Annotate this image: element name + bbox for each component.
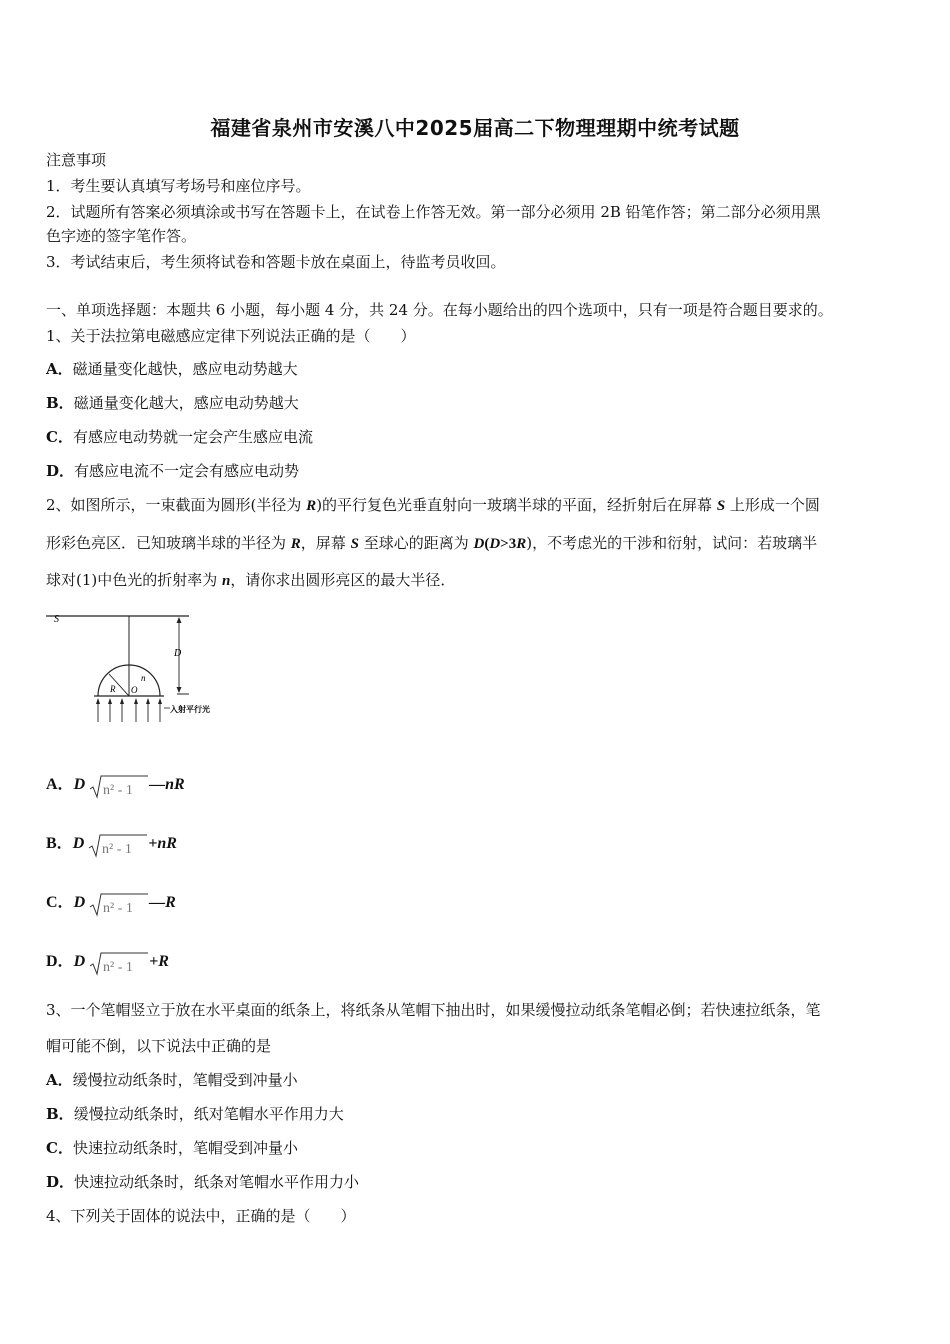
question-1-option-c xyxy=(46,427,916,447)
option-text: 有感应电流不一定会有感应电动势 xyxy=(74,462,300,480)
option-label: B． xyxy=(46,394,74,412)
option-label: C． xyxy=(46,1139,73,1157)
question-2-option-a xyxy=(46,770,916,800)
question-1-option-d xyxy=(46,461,916,481)
option-label: C． xyxy=(46,894,74,911)
var-r: R xyxy=(306,498,317,514)
option-tail: +R xyxy=(149,953,169,970)
sqrt-expression xyxy=(89,947,149,977)
option-label: C． xyxy=(46,428,73,446)
question-2-stem-line-3 xyxy=(46,570,916,591)
stem-text: 球对(1)中色光的折射率为 xyxy=(46,571,223,589)
stem-text: ，请你求出圆形亮区的最大半径． xyxy=(230,571,456,589)
var-d: D xyxy=(73,894,86,911)
question-1-option-b xyxy=(46,393,916,413)
option-label: A． xyxy=(46,360,73,378)
ray-arrowheads xyxy=(96,698,162,704)
notice-item-1: 1．考生要认真填写考场号和座位序号。 xyxy=(46,177,311,195)
option-label: A． xyxy=(46,776,74,793)
question-3-stem-line-2: 帽可能不倒，以下说法中正确的是 xyxy=(46,1037,272,1055)
radicand: n² - 1 xyxy=(103,901,133,917)
option-text: 磁通量变化越快，感应电动势越大 xyxy=(72,360,298,378)
page-title: 福建省泉州市安溪八中2025届高二下物理理期中统考试题 xyxy=(210,116,740,140)
dim-arrow-bottom xyxy=(177,687,182,693)
hemisphere-diagram xyxy=(44,604,244,734)
gt-three: >3 xyxy=(500,536,517,552)
var-d: D xyxy=(489,536,501,552)
var-d: D xyxy=(473,536,485,552)
stem-text: 2、如图所示，一束截面为圆形(半径为 xyxy=(46,496,307,514)
stem-text: )的平行复色光垂直射向一玻璃半球的平面，经折射后在屏幕 xyxy=(316,496,717,514)
question-3-option-a xyxy=(46,1070,916,1090)
sqrt-expression xyxy=(89,888,149,918)
notice-item-2-line-1: 2．试题所有答案必须填涂或书写在答题卡上，在试卷上作答无效。第一部分必须用 2B 铅笔作答；第二部分必须用黑 xyxy=(46,203,821,221)
question-3-option-b xyxy=(46,1104,916,1124)
var-d: D xyxy=(72,835,85,852)
radicand: n² - 1 xyxy=(102,842,133,858)
light-label: 入射平行光 xyxy=(170,705,210,714)
var-d: D xyxy=(73,776,86,793)
var-s: S xyxy=(716,498,726,514)
var-s: S xyxy=(350,536,359,552)
var-n: n xyxy=(222,573,231,589)
section-heading: 一、单项选择题：本题共 6 小题，每小题 4 分，共 24 分。在每小题给出的四个选项中，只有一项是符合题目要求的。 xyxy=(46,301,833,319)
index-label: n xyxy=(141,673,146,683)
option-label: A． xyxy=(46,1071,73,1089)
option-text: 快速拉动纸条时，笔帽受到冲量小 xyxy=(72,1139,298,1157)
question-2-option-b xyxy=(46,829,916,859)
var-d: D xyxy=(73,953,86,970)
notice-heading: 注意事项 xyxy=(46,151,107,169)
ray-arrow xyxy=(146,698,150,704)
question-1-stem: 1、关于法拉第电磁感应定律下列说法正确的是（ ） xyxy=(46,327,416,345)
stem-text: ，屏幕 xyxy=(300,534,351,552)
option-text: 快速拉动纸条时，纸条对笔帽水平作用力小 xyxy=(74,1173,360,1191)
screen-label: S xyxy=(54,614,59,625)
question-3-option-d xyxy=(46,1172,916,1192)
option-label: B． xyxy=(46,1105,74,1123)
var-r: R xyxy=(516,536,527,552)
ray-arrow xyxy=(158,698,162,704)
var-r: R xyxy=(290,536,301,552)
stem-text: 至球心的距离为 xyxy=(358,534,474,552)
stem-text: 上形成一个圆 xyxy=(725,496,820,514)
option-text: 缓慢拉动纸条时，纸对笔帽水平作用力大 xyxy=(73,1105,344,1123)
paren: ( xyxy=(484,536,490,552)
notice-item-2-line-2: 色字迹的签字笔作答。 xyxy=(46,227,197,245)
option-text: 磁通量变化越大，感应电动势越大 xyxy=(73,394,299,412)
radicand: n² - 1 xyxy=(103,783,133,799)
ray-arrow xyxy=(134,698,138,704)
question-2-option-d xyxy=(46,947,916,977)
distance-label: D xyxy=(174,648,182,659)
stem-text: 形彩色亮区．已知玻璃半球的半径为 xyxy=(46,534,291,552)
question-1-option-a xyxy=(46,359,916,379)
option-tail: —R xyxy=(149,894,176,911)
question-2-option-c xyxy=(46,888,916,918)
option-label: D． xyxy=(46,953,74,970)
option-label: D． xyxy=(46,1173,75,1191)
dim-arrow-top xyxy=(177,617,182,623)
option-text: 有感应电动势就一定会产生感应电流 xyxy=(72,428,313,446)
notice-item-3: 3．考试结束后，考生须将试卷和答题卡放在桌面上，待监考员收回。 xyxy=(46,253,506,271)
center-label: O xyxy=(131,685,138,695)
question-2-stem-line-1 xyxy=(46,495,916,516)
ray-arrow xyxy=(120,698,124,704)
option-label: B． xyxy=(46,835,73,852)
question-4-stem: 4、下列关于固体的说法中，正确的是（ ） xyxy=(46,1207,356,1225)
ray-arrow xyxy=(96,698,100,704)
question-3-option-c xyxy=(46,1138,916,1158)
sqrt-expression xyxy=(89,770,149,800)
option-tail: —nR xyxy=(149,776,185,793)
incident-rays xyxy=(98,699,160,722)
sqrt-expression xyxy=(88,829,148,859)
option-tail: +nR xyxy=(148,835,177,852)
radius-label: R xyxy=(110,684,116,694)
option-label: D． xyxy=(46,462,75,480)
radicand: n² - 1 xyxy=(103,960,133,976)
option-text: 缓慢拉动纸条时，笔帽受到冲量小 xyxy=(72,1071,298,1089)
stem-text: )，不考虑光的干涉和衍射，试问：若玻璃半 xyxy=(526,534,818,552)
question-3-stem-line-1: 3、一个笔帽竖立于放在水平桌面的纸条上，将纸条从笔帽下抽出时，如果缓慢拉动纸条笔帽必倒；若快速拉纸条，笔 xyxy=(46,1001,821,1019)
question-2-stem-line-2 xyxy=(46,533,916,554)
ray-arrow xyxy=(108,698,112,704)
